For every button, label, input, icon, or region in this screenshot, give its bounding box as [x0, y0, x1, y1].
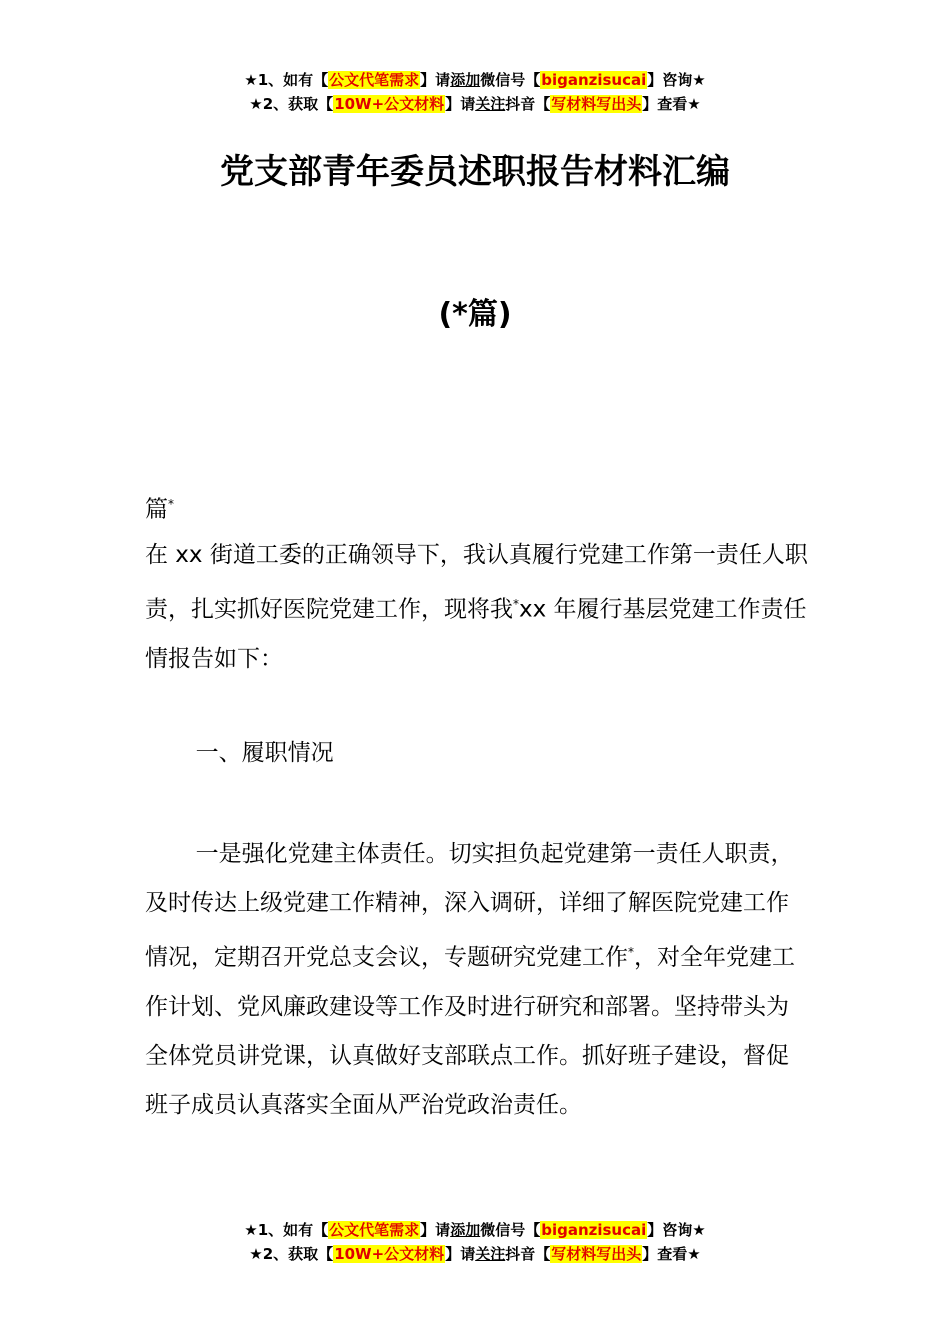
- promo-text: 】查看★: [642, 1245, 701, 1263]
- intro-text: xx 年履行基层党建工作责任情报告如下：: [145, 596, 807, 672]
- heading-1: 一、履职情况: [195, 740, 334, 766]
- promo-line-2: [0, 92, 950, 116]
- intro-mark: *: [513, 597, 519, 611]
- promo-text: ★2、获取【: [249, 1245, 334, 1263]
- promo-wechat-id: biganzisucai: [541, 71, 647, 89]
- promo-highlight: 公文代笔需求: [329, 71, 420, 89]
- promo-douyin-id: 写材料写出头: [551, 95, 642, 113]
- document-title: 党支部青年委员述职报告材料汇编: [220, 152, 730, 192]
- promo-underlined: 关注: [475, 95, 506, 113]
- promo-text: 】咨询★: [647, 1221, 706, 1239]
- promo-highlight: 10W+公文材料: [334, 1245, 445, 1263]
- promo-text: 抖音【: [505, 95, 551, 113]
- promo-text: 】请: [445, 1245, 476, 1263]
- section-label: [145, 480, 810, 535]
- promo-highlight: 公文代笔需求: [329, 1221, 420, 1239]
- section-label-mark: *: [168, 497, 174, 511]
- promo-line-2: [0, 1242, 950, 1266]
- promo-text: 】请: [420, 1221, 451, 1239]
- promo-underlined: 关注: [475, 1245, 506, 1263]
- promo-text: ★2、获取【: [249, 95, 334, 113]
- paragraph-text: ，对全年党建工作计划、党风廉政建设等工作及时进行研究和部署。坚持带头为全体党员讲党课，认真做好支部联点工作。抓好班子建设，督促班子成员认真落实全面从严治党政治责任。: [145, 944, 795, 1118]
- promo-text: ★1、如有【: [244, 1221, 329, 1239]
- promo-line-1: [0, 1218, 950, 1242]
- intro-paragraph: [145, 531, 810, 684]
- paragraph-mark: *: [628, 945, 634, 959]
- section-label-text: 篇: [145, 496, 168, 523]
- paragraph-text: 一是强化党建主体责任。切实担负起党建第一责任人职责，及时传达上级党建工作精神，深入调研，详细了解医院党建工作情况，定期召开党总支会议，专题研究党建工作: [145, 841, 794, 971]
- promo-wechat-id: biganzisucai: [541, 1221, 647, 1239]
- promo-text: 】请: [445, 95, 476, 113]
- promo-text: 微信号【: [480, 1221, 541, 1239]
- paragraph-1: [145, 830, 810, 1130]
- promo-text: 】请: [420, 71, 451, 89]
- promo-text: 】查看★: [642, 95, 701, 113]
- promo-underlined: 添加: [450, 1221, 481, 1239]
- intro-text: 在 xx 街道工委的正确领导下，我认真履行党建工作第一责任人职责，扎实抓好医院党建工作，现将我: [145, 542, 808, 623]
- promo-banner-top: [0, 68, 950, 116]
- promo-banner-bottom: [0, 1218, 950, 1266]
- document-subtitle: (*篇): [438, 297, 512, 332]
- promo-highlight: 10W+公文材料: [334, 95, 445, 113]
- promo-douyin-id: 写材料写出头: [551, 1245, 642, 1263]
- promo-text: 抖音【: [505, 1245, 551, 1263]
- promo-line-1: [0, 68, 950, 92]
- promo-text: ★1、如有【: [244, 71, 329, 89]
- promo-text: 】咨询★: [647, 71, 706, 89]
- promo-underlined: 添加: [450, 71, 481, 89]
- promo-text: 微信号【: [480, 71, 541, 89]
